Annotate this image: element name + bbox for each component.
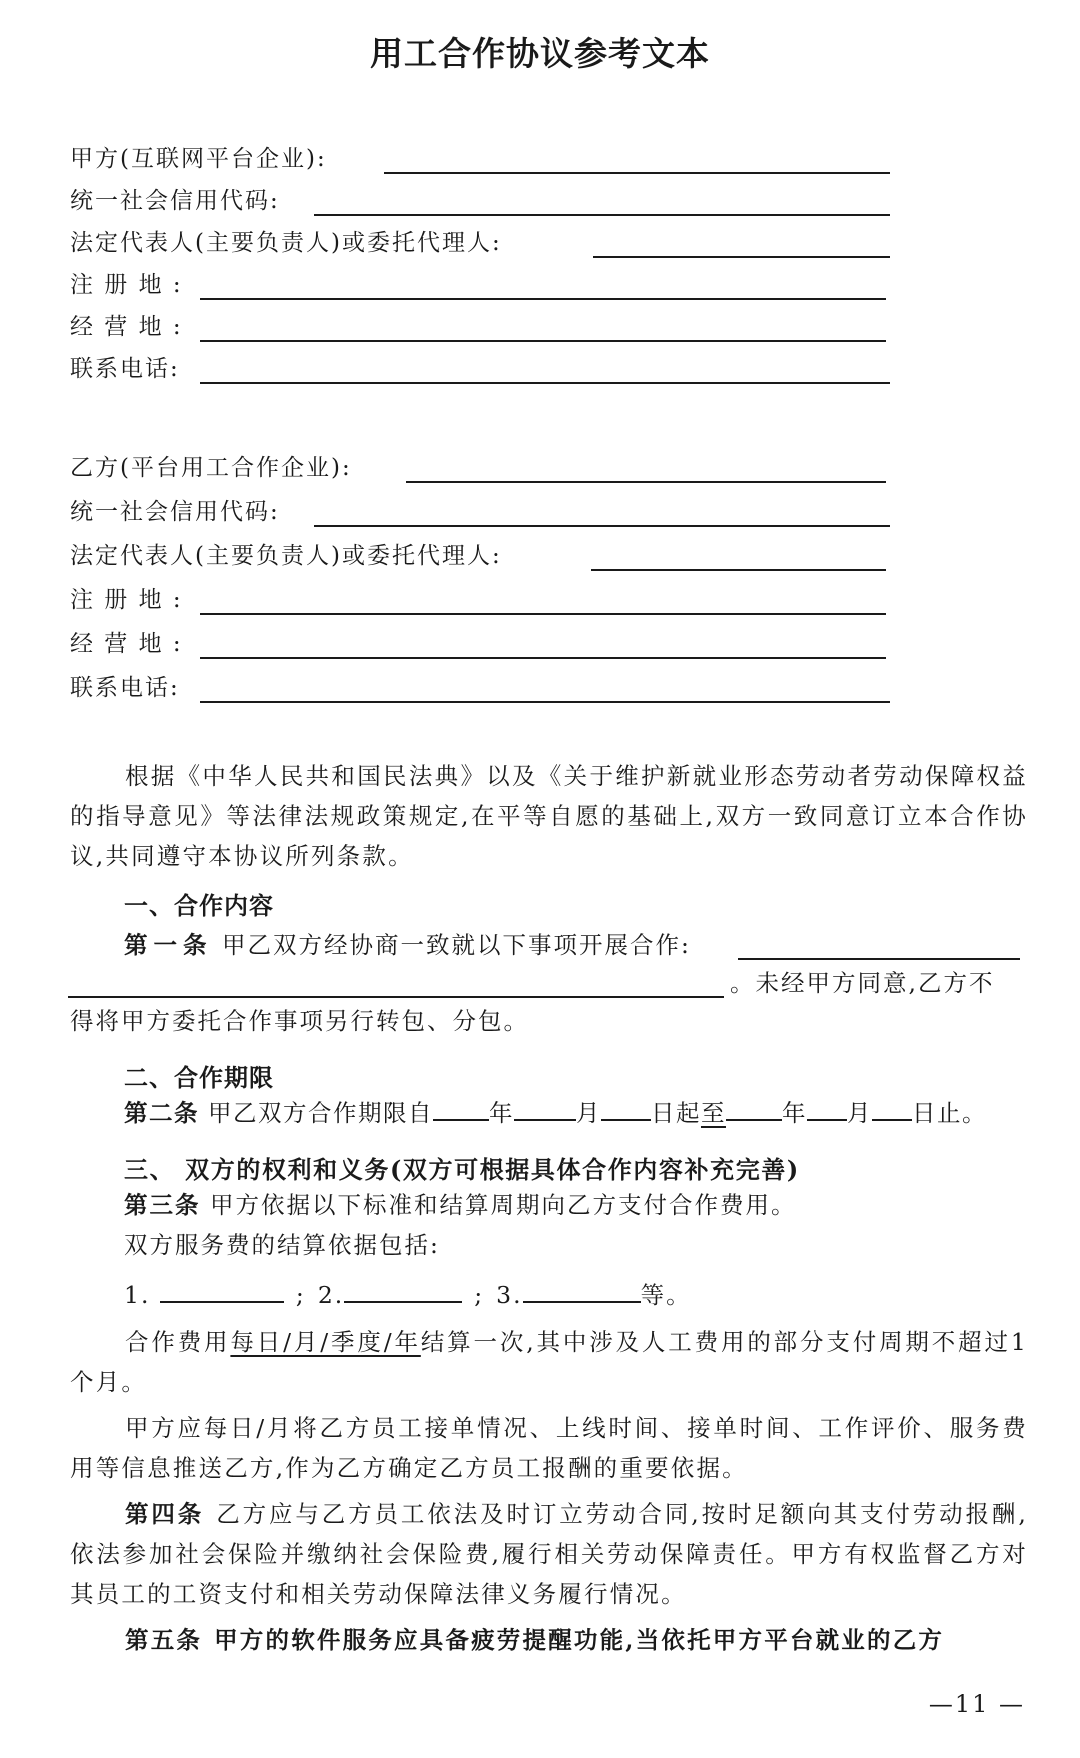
end-year-blank <box>726 1118 782 1121</box>
article-5-text: 甲方的软件服务应具备疲劳提醒功能,当依托甲方平台就业的乙方 <box>214 1626 945 1654</box>
party-a-representative-blank <box>593 256 890 258</box>
item-1-label: 1. <box>124 1281 151 1309</box>
fee-period: 每日/月/季度/年 <box>230 1328 421 1356</box>
party-b-name-blank <box>406 481 886 483</box>
article-2-line <box>124 1098 987 1128</box>
item-2-sep: ; <box>474 1281 485 1309</box>
push-info-paragraph: 甲方应每日/月将乙方员工接单情况、上线时间、接单时间、工作评价、服务费用等信息推送乙方,作为乙方确定乙方员工报酬的重要依据。 <box>70 1414 1028 1482</box>
article-1-line <box>124 930 691 960</box>
article-1-label: 第一条 <box>124 931 213 959</box>
start-day-label: 日起 <box>650 1099 701 1127</box>
fee-prefix: 合作费用 <box>125 1328 231 1356</box>
document-title: 用工合作协议参考文本 <box>370 34 710 73</box>
article-1-cont: 。未经甲方同意,乙方不 <box>730 969 995 997</box>
party-a-registered-address-blank <box>200 298 886 300</box>
end-year-label: 年 <box>781 1099 807 1127</box>
article-1-end: 得将甲方委托合作事项另行转包、分包。 <box>70 1007 529 1035</box>
end-month-label: 月 <box>846 1099 872 1127</box>
party-b-phone-blank <box>200 701 890 703</box>
article-1-blank-2 <box>68 996 724 998</box>
article-1-blank-1 <box>738 958 1020 960</box>
settlement-items-line <box>124 1280 692 1310</box>
item-2-label: 2. <box>317 1281 345 1309</box>
party-b-credit-code-label: 统一社会信用代码: <box>70 499 280 525</box>
article-3-line <box>124 1190 796 1220</box>
start-year-label: 年 <box>488 1099 514 1127</box>
preamble-paragraph: 根据《中华人民共和国民法典》以及《关于维护新就业形态劳动者劳动保障权益的指导意见》等法律法规政策规定,在平等自愿的基础上,双方一致同意订立本合作协议,共同遵守本协议所列条款。 <box>70 762 1028 870</box>
start-year-blank <box>433 1118 489 1121</box>
item-2-blank <box>344 1300 462 1303</box>
item-3-blank <box>523 1300 641 1303</box>
end-month-blank <box>807 1118 847 1121</box>
article-4-label: 第四条 <box>125 1500 205 1528</box>
article-2-label: 第二条 <box>124 1099 199 1127</box>
party-a-phone-blank <box>200 382 890 384</box>
section-3-heading: 三、 双方的权利和义务(双方可根据具体合作内容补充完善) <box>124 1155 800 1184</box>
start-month-blank <box>514 1118 576 1121</box>
item-1-sep: ; <box>295 1281 306 1309</box>
start-day-blank <box>601 1118 651 1121</box>
party-b-business-address-label: 经 营 地 : <box>70 631 183 657</box>
party-b-representative-label: 法定代表人(主要负责人)或委托代理人: <box>70 543 502 569</box>
party-a-credit-code-label: 统一社会信用代码: <box>70 188 280 214</box>
party-b-credit-code-blank <box>314 525 890 527</box>
to-label: 至 <box>700 1099 726 1127</box>
end-day-label: 日止。 <box>911 1099 987 1127</box>
party-b-registered-address-label: 注 册 地 : <box>70 587 183 613</box>
party-a-representative-label: 法定代表人(主要负责人)或委托代理人: <box>70 230 502 256</box>
party-b-registered-address-blank <box>200 613 886 615</box>
etc-label: 等。 <box>640 1281 692 1309</box>
article-4-paragraph <box>70 1494 1028 1614</box>
fee-paragraph <box>70 1322 1028 1402</box>
party-b-representative-blank <box>591 569 886 571</box>
party-a-name-label: 甲方(互联网平台企业): <box>70 146 327 172</box>
item-3-label: 3. <box>496 1281 523 1309</box>
party-a-registered-address-label: 注 册 地 : <box>70 272 183 298</box>
party-a-business-address-blank <box>200 340 886 342</box>
start-month-label: 月 <box>575 1099 601 1127</box>
article-3-label: 第三条 <box>124 1191 201 1219</box>
article-3-text: 甲方依据以下标准和结算周期向乙方支付合作费用。 <box>209 1191 797 1219</box>
fee-suffix: 结算一次,其中涉及人工费用的部分支付周期不超过1个月。 <box>70 1328 1028 1396</box>
party-a-business-address-label: 经 营 地 : <box>70 314 183 340</box>
party-b-name-label: 乙方(平台用工合作企业): <box>70 455 352 481</box>
party-a-credit-code-blank <box>314 214 890 216</box>
page-number: —11 — <box>928 1690 1025 1718</box>
party-a-phone-label: 联系电话: <box>70 356 180 382</box>
section-1-heading: 一、合作内容 <box>124 891 274 920</box>
item-1-blank <box>160 1300 284 1303</box>
article-5-paragraph <box>70 1620 1028 1660</box>
section-2-heading: 二、合作期限 <box>124 1063 274 1092</box>
article-4-text: 乙方应与乙方员工依法及时订立劳动合同,按时足额向其支付劳动报酬,依法参加社会保险并缴纳社会保险费,履行相关劳动保障责任。甲方有权监督乙方对其员工的工资支付和相关劳动保障法律义务履行情况。 <box>70 1500 1028 1608</box>
article-1-text: 甲乙双方经协商一致就以下事项开展合作: <box>221 931 691 959</box>
settlement-basis-text: 双方服务费的结算依据包括: <box>124 1231 440 1259</box>
article-5-label: 第五条 <box>125 1626 203 1654</box>
end-day-blank <box>872 1118 912 1121</box>
party-a-name-blank <box>384 172 890 174</box>
party-b-business-address-blank <box>200 657 886 659</box>
party-b-phone-label: 联系电话: <box>70 675 180 701</box>
article-2-prefix: 甲乙双方合作期限自 <box>207 1099 433 1127</box>
